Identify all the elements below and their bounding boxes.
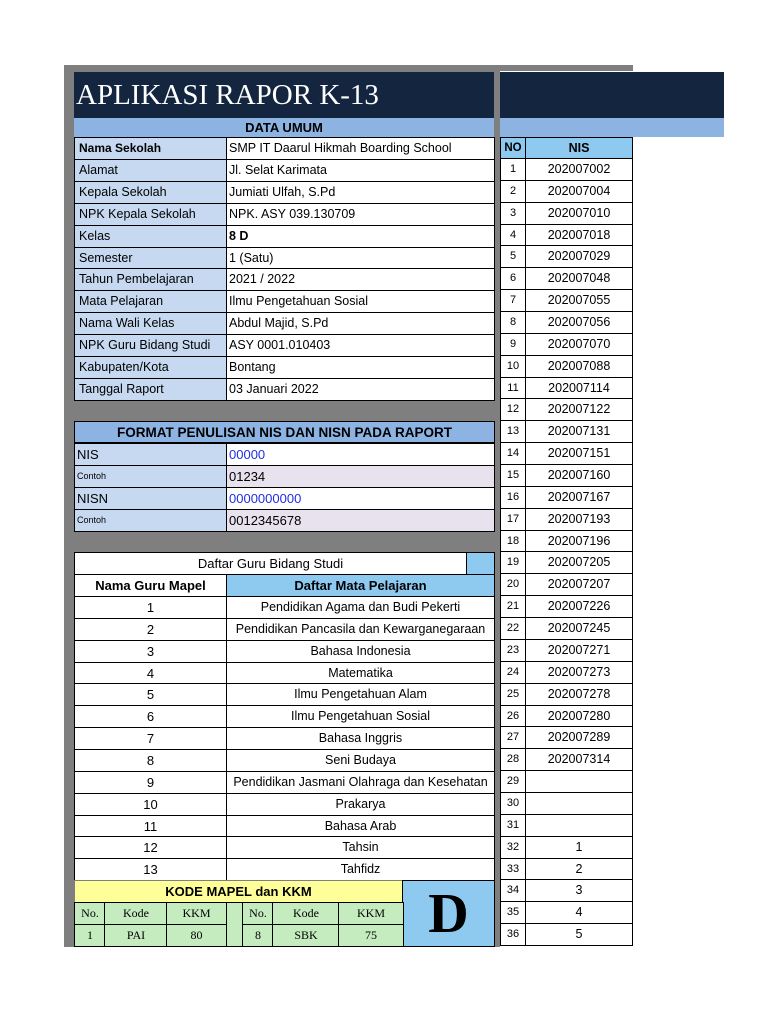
nis-row-no: 33	[500, 858, 526, 880]
class-letter: D	[402, 880, 495, 947]
nis-row-no: 25	[500, 683, 526, 706]
format-value[interactable]: 00000	[226, 443, 495, 466]
data-umum-label: NPK Guru Bidang Studi	[74, 334, 227, 357]
nis-row-value[interactable]	[525, 792, 633, 815]
nis-row-value[interactable]: 202007088	[525, 355, 633, 378]
nis-row-no: 26	[500, 705, 526, 727]
nis-row-no: 3	[500, 202, 526, 225]
nis-row-value[interactable]: 202007289	[525, 726, 633, 749]
guru-nama-cell[interactable]: 2	[74, 618, 227, 641]
nis-row-no: 24	[500, 661, 526, 684]
nis-row-value[interactable]: 202007196	[525, 530, 633, 552]
data-umum-value[interactable]: ASY 0001.010403	[226, 334, 495, 357]
kode-cell[interactable]: PAI	[104, 924, 168, 947]
data-umum-label: Semester	[74, 247, 227, 269]
nis-row-no: 9	[500, 333, 526, 356]
guru-mapel-cell: Bahasa Indonesia	[226, 640, 495, 663]
data-umum-label: Tahun Pembelajaran	[74, 268, 227, 291]
nis-row-no: 13	[500, 420, 526, 443]
kode-gap	[226, 902, 243, 947]
nis-row-no: 6	[500, 267, 526, 290]
format-label: NIS	[74, 443, 227, 466]
guru-nama-cell[interactable]: 12	[74, 836, 227, 859]
nis-row-value[interactable]: 202007151	[525, 442, 633, 465]
nis-row-no: 32	[500, 836, 526, 859]
nis-row-no: 34	[500, 879, 526, 902]
guru-mapel-cell: Tahsin	[226, 836, 495, 859]
format-value[interactable]: 0000000000	[226, 487, 495, 510]
guru-mapel-cell: Pendidikan Pancasila dan Kewarganegaraan	[226, 618, 495, 641]
nis-row-no: 30	[500, 792, 526, 815]
data-umum-value[interactable]: 8 D	[226, 225, 495, 248]
nis-row-no: 21	[500, 595, 526, 618]
nis-row-no: 5	[500, 245, 526, 268]
guru-nama-cell[interactable]: 3	[74, 640, 227, 663]
kode-col-header: No.	[74, 902, 106, 925]
guru-mapel-cell: Seni Budaya	[226, 749, 495, 772]
nis-row-no: 1	[500, 158, 526, 181]
nis-row-value[interactable]: 202007207	[525, 573, 633, 596]
nis-row-no: 23	[500, 639, 526, 662]
format-label: NISN	[74, 487, 227, 510]
format-example-label: Contoh	[74, 465, 227, 488]
kode-mapel-header: KODE MAPEL dan KKM	[74, 880, 403, 903]
guru-mapel-cell: Matematika	[226, 662, 495, 684]
kode-col-header: KKM	[166, 902, 227, 925]
kode-cell[interactable]: 8	[242, 924, 274, 947]
guru-nama-cell[interactable]: 8	[74, 749, 227, 772]
data-umum-header: DATA UMUM	[74, 118, 494, 137]
nis-row-no: 7	[500, 289, 526, 312]
data-umum-value[interactable]: 1 (Satu)	[226, 247, 495, 269]
data-umum-label: Nama Wali Kelas	[74, 312, 227, 335]
nis-row-value[interactable]: 202007205	[525, 551, 633, 574]
nis-col-no: NO	[500, 137, 526, 159]
kode-col-header: Kode	[272, 902, 340, 925]
guru-mapel-cell: Prakarya	[226, 793, 495, 816]
data-umum-value[interactable]: Abdul Majid, S.Pd	[226, 312, 495, 335]
nis-row-value[interactable]: 202007010	[525, 202, 633, 225]
kode-cell[interactable]: 1	[74, 924, 106, 947]
nis-row-value[interactable]: 202007226	[525, 595, 633, 618]
nis-row-value[interactable]: 202007167	[525, 486, 633, 509]
nis-row-no: 15	[500, 464, 526, 487]
data-umum-label: Kabupaten/Kota	[74, 356, 227, 379]
nis-row-value[interactable]: 202007114	[525, 377, 633, 399]
nis-row-no: 22	[500, 617, 526, 640]
nis-col-nis: NIS	[525, 137, 633, 159]
data-umum-value[interactable]: Jl. Selat Karimata	[226, 159, 495, 182]
nis-row-no: 16	[500, 486, 526, 509]
nis-row-no: 31	[500, 814, 526, 837]
nis-row-value[interactable]: 202007273	[525, 661, 633, 684]
nis-row-no: 12	[500, 398, 526, 421]
nis-row-value[interactable]: 202007048	[525, 267, 633, 290]
nis-row-value[interactable]: 202007271	[525, 639, 633, 662]
guru-mapel-cell: Ilmu Pengetahuan Sosial	[226, 705, 495, 728]
format-example-value[interactable]: 01234	[226, 465, 495, 488]
nis-row-value[interactable]: 202007055	[525, 289, 633, 312]
data-umum-label: Kelas	[74, 225, 227, 248]
nis-row-no: 35	[500, 901, 526, 924]
nis-row-value[interactable]: 202007280	[525, 705, 633, 727]
nis-row-value[interactable]: 202007314	[525, 748, 633, 771]
guru-mapel-cell: Tahfidz	[226, 858, 495, 881]
guru-mapel-cell: Ilmu Pengetahuan Alam	[226, 683, 495, 706]
data-umum-label: Tanggal Raport	[74, 378, 227, 401]
data-umum-value[interactable]: Bontang	[226, 356, 495, 379]
data-umum-value[interactable]: 2021 / 2022	[226, 268, 495, 291]
nis-row-value[interactable]: 4	[525, 901, 633, 924]
guru-mapel-cell: Pendidikan Agama dan Budi Pekerti	[226, 596, 495, 619]
nis-row-value[interactable]: 3	[525, 879, 633, 902]
nis-row-value[interactable]: 5	[525, 923, 633, 946]
nis-row-no: 8	[500, 311, 526, 334]
nis-row-no: 4	[500, 224, 526, 246]
data-umum-label: Kepala Sekolah	[74, 181, 227, 204]
guru-title-accent	[466, 552, 495, 575]
nis-row-no: 36	[500, 923, 526, 946]
guru-nama-cell[interactable]: 11	[74, 815, 227, 837]
data-umum-label: Alamat	[74, 159, 227, 182]
title-bar-right	[500, 72, 724, 118]
nis-row-value[interactable]: 202007122	[525, 398, 633, 421]
guru-mapel-cell: Bahasa Inggris	[226, 727, 495, 750]
data-umum-label: NPK Kepala Sekolah	[74, 203, 227, 226]
data-umum-value[interactable]: SMP IT Daarul Hikmah Boarding School	[226, 137, 495, 160]
guru-nama-cell[interactable]: 9	[74, 771, 227, 794]
nis-row-value[interactable]: 1	[525, 836, 633, 859]
guru-title: Daftar Guru Bidang Studi	[74, 552, 467, 575]
app-title: APLIKASI RAPOR K-13	[76, 79, 379, 111]
guru-nama-cell[interactable]: 1	[74, 596, 227, 619]
nis-row-no: 27	[500, 726, 526, 749]
guru-mapel-cell: Pendidikan Jasmani Olahraga dan Kesehatan	[226, 771, 495, 794]
nis-row-no: 29	[500, 770, 526, 793]
guru-col-mapel: Daftar Mata Pelajaran	[226, 574, 495, 597]
nis-row-value[interactable]: 202007029	[525, 245, 633, 268]
nis-row-value[interactable]: 202007056	[525, 311, 633, 334]
nis-header-band	[500, 118, 724, 137]
nis-row-no: 2	[500, 180, 526, 203]
guru-col-nama: Nama Guru Mapel	[74, 574, 227, 597]
guru-nama-cell[interactable]: 6	[74, 705, 227, 728]
data-umum-value[interactable]: NPK. ASY 039.130709	[226, 203, 495, 226]
kode-col-header: Kode	[104, 902, 168, 925]
nis-row-no: 17	[500, 508, 526, 531]
nis-row-no: 20	[500, 573, 526, 596]
nis-row-value[interactable]: 2	[525, 858, 633, 880]
format-example-value[interactable]: 0012345678	[226, 509, 495, 532]
guru-nama-cell[interactable]: 4	[74, 662, 227, 684]
nis-row-no: 19	[500, 551, 526, 574]
nis-row-value[interactable]	[525, 814, 633, 837]
nis-row-value[interactable]: 202007278	[525, 683, 633, 706]
nis-row-value[interactable]: 202007004	[525, 180, 633, 203]
sheet-frame-right	[494, 65, 633, 71]
nis-row-value[interactable]	[525, 770, 633, 793]
nis-row-no: 18	[500, 530, 526, 552]
nis-row-no: 11	[500, 377, 526, 399]
guru-nama-cell[interactable]: 10	[74, 793, 227, 816]
nis-row-value[interactable]: 202007160	[525, 464, 633, 487]
kode-cell[interactable]: 75	[338, 924, 404, 947]
guru-nama-cell[interactable]: 5	[74, 683, 227, 706]
nis-row-value[interactable]: 202007070	[525, 333, 633, 356]
data-umum-value[interactable]: 03 Januari 2022	[226, 378, 495, 401]
nis-row-no: 10	[500, 355, 526, 378]
data-umum-value[interactable]: Ilmu Pengetahuan Sosial	[226, 290, 495, 313]
guru-nama-cell[interactable]: 13	[74, 858, 227, 881]
format-example-label: Contoh	[74, 509, 227, 532]
nis-row-no: 14	[500, 442, 526, 465]
guru-mapel-cell: Bahasa Arab	[226, 815, 495, 837]
nis-row-value[interactable]: 202007245	[525, 617, 633, 640]
nis-row-value[interactable]: 202007002	[525, 158, 633, 181]
data-umum-label: Nama Sekolah	[74, 137, 227, 160]
format-nis-header: FORMAT PENULISAN NIS DAN NISN PADA RAPORT	[74, 421, 495, 443]
nis-row-value[interactable]: 202007193	[525, 508, 633, 531]
kode-cell[interactable]: SBK	[272, 924, 340, 947]
nis-row-no: 28	[500, 748, 526, 771]
data-umum-label: Mata Pelajaran	[74, 290, 227, 313]
nis-row-value[interactable]: 202007018	[525, 224, 633, 246]
kode-col-header: No.	[242, 902, 274, 925]
nis-row-value[interactable]: 202007131	[525, 420, 633, 443]
kode-col-header: KKM	[338, 902, 404, 925]
kode-cell[interactable]: 80	[166, 924, 227, 947]
data-umum-value[interactable]: Jumiati Ulfah, S.Pd	[226, 181, 495, 204]
guru-nama-cell[interactable]: 7	[74, 727, 227, 750]
